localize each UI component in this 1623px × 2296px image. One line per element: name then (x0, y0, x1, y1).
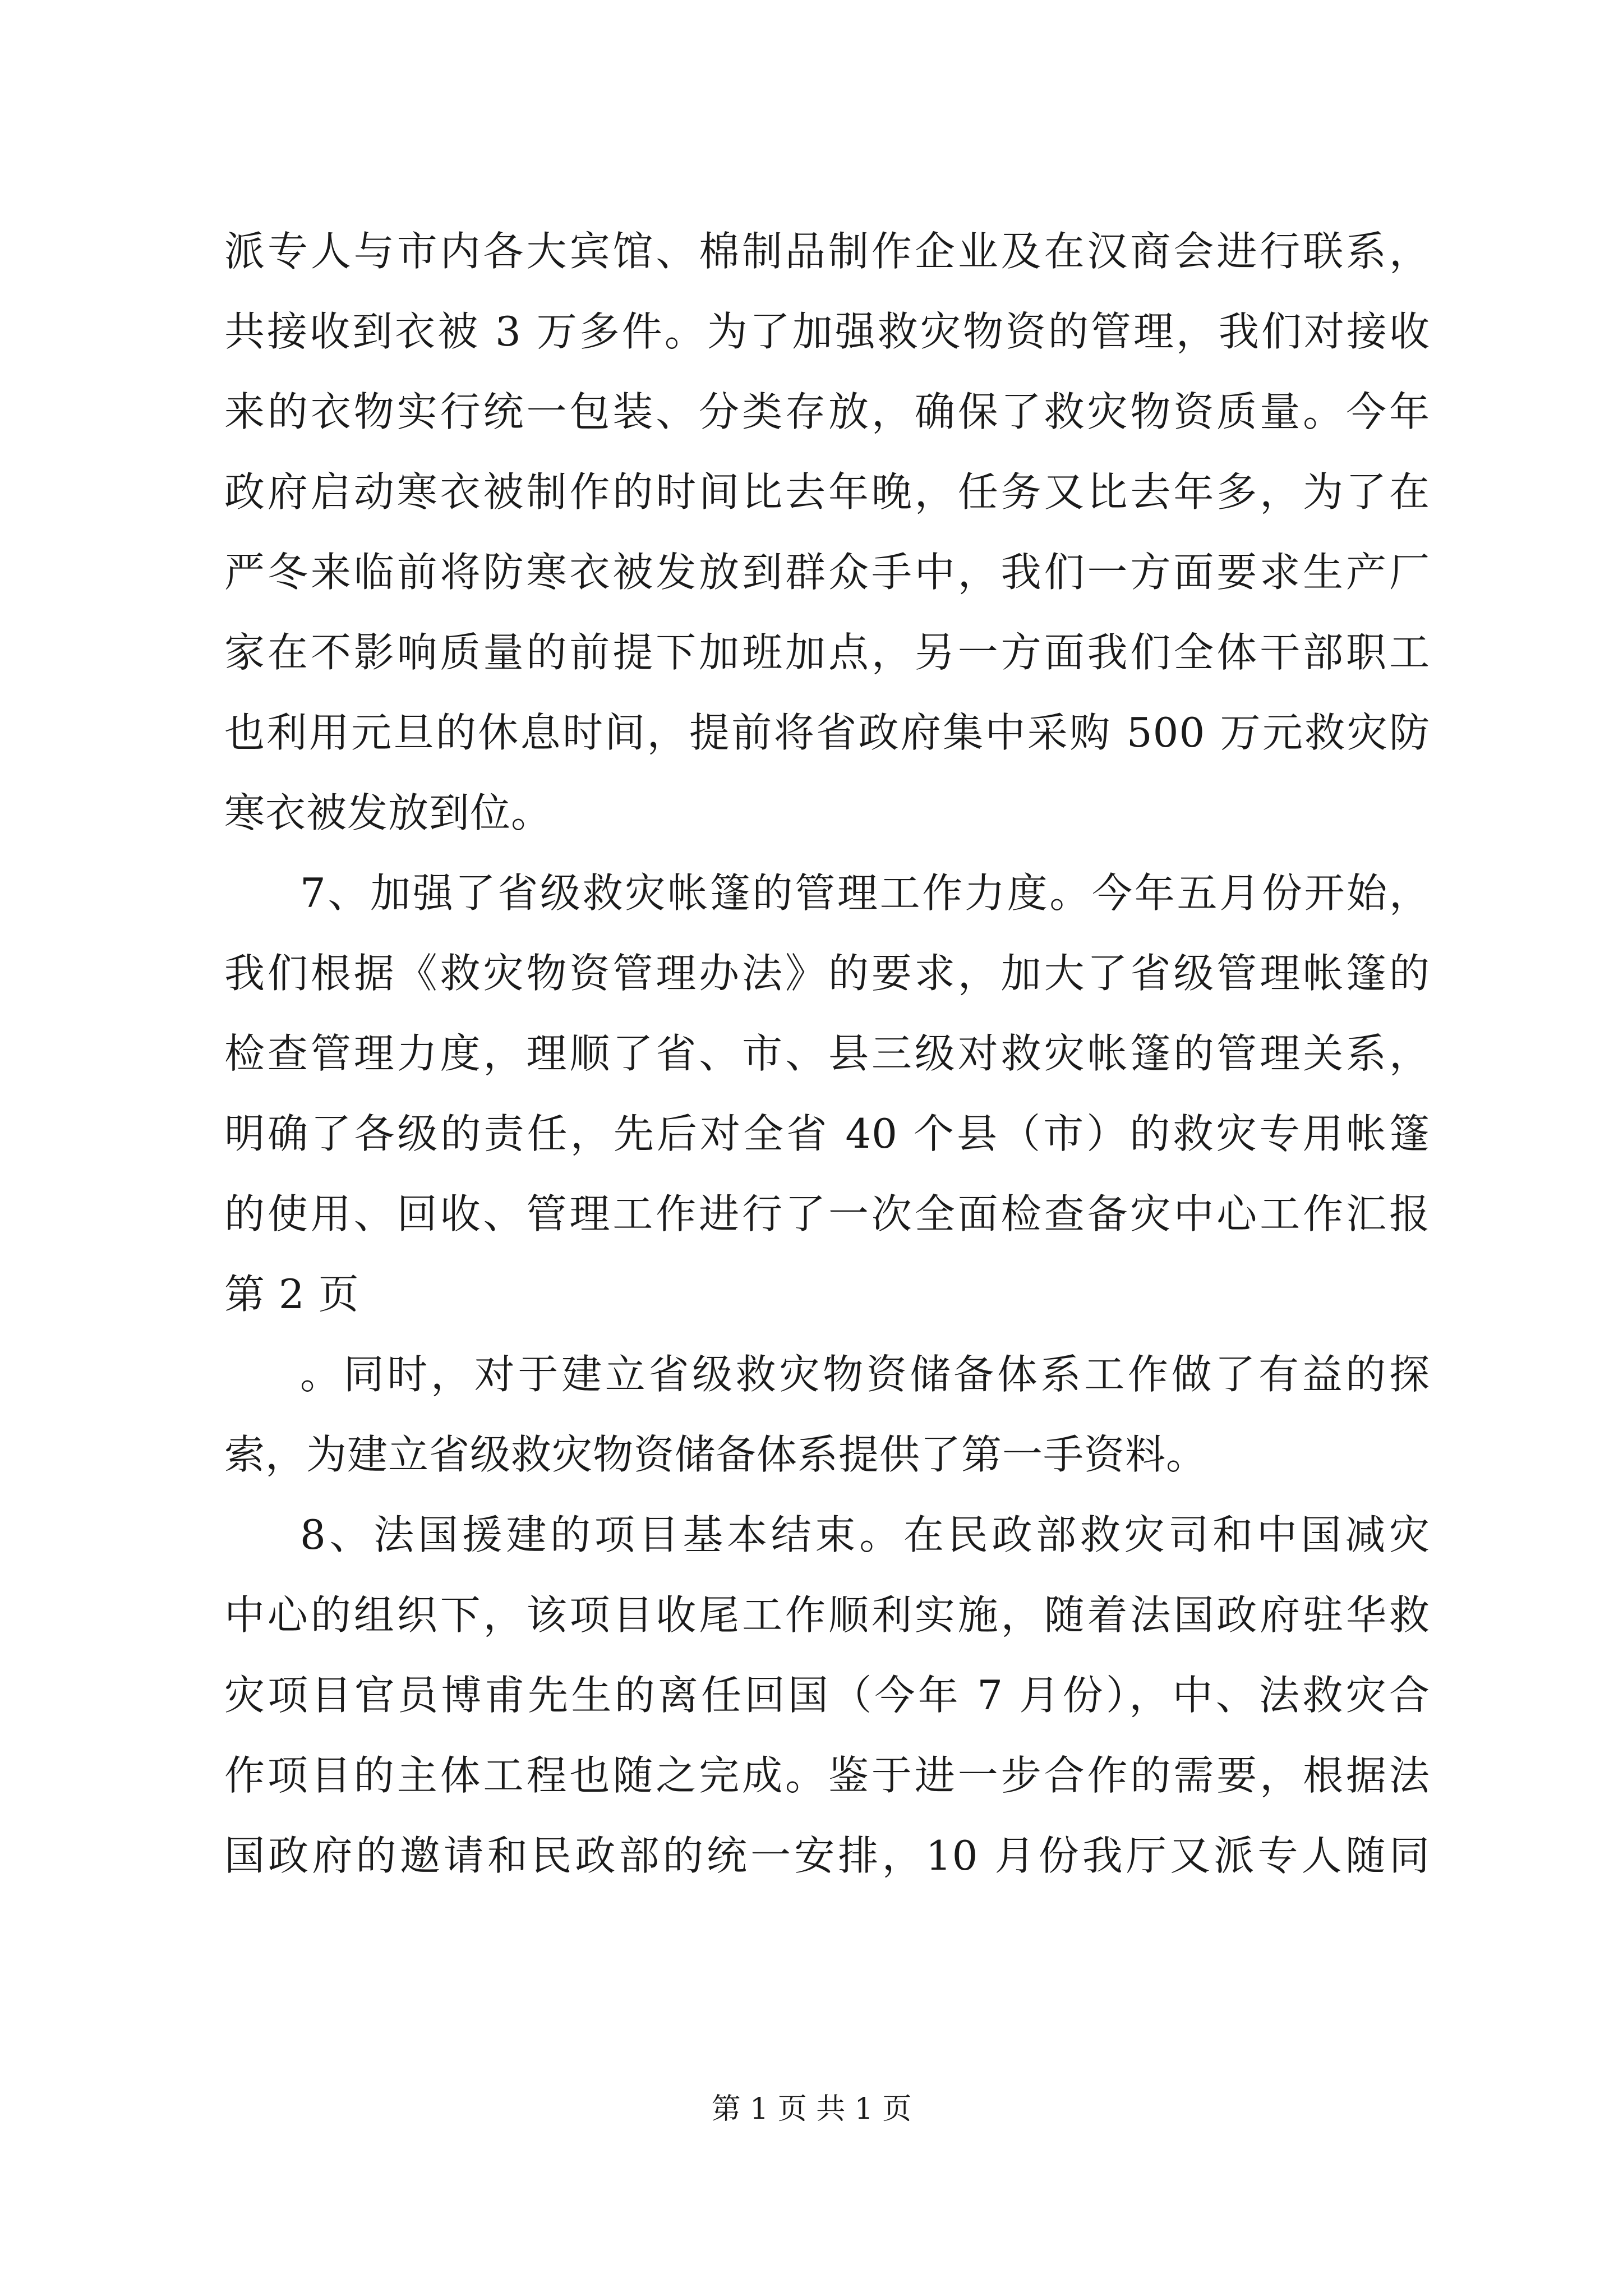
body-text-line: 寒衣被发放到位。 (224, 789, 552, 836)
body-text-line: 检查管理力度，理顺了省、市、县三级对救灾帐篷的管理关系， (224, 1030, 1430, 1077)
body-text-line: 索，为建立省级救灾物资储备体系提供了第一手资料。 (224, 1431, 1207, 1478)
body-text-line: 来的衣物实行统一包装、分类存放，确保了救灾物资质量。今年 (224, 388, 1430, 435)
body-text-line: 的使用、回收、管理工作进行了一次全面检查备灾中心工作汇报 (224, 1190, 1430, 1237)
body-text-line: 严冬来临前将防寒衣被发放到群众手中，我们一方面要求生产厂 (224, 549, 1430, 596)
body-text-line: 我们根据《救灾物资管理办法》的要求，加大了省级管理帐篷的 (224, 950, 1430, 997)
body-text-line: 也利用元旦的休息时间，提前将省政府集中采购 500 万元救灾防 (224, 709, 1430, 756)
paragraph-first-line: 8、法国援建的项目基本结束。在民政部救灾司和中国减灾 (300, 1511, 1430, 1558)
body-text-line: 国政府的邀请和民政部的统一安排，10 月份我厅又派专人随同 (224, 1832, 1430, 1879)
paragraph-first-line: 7、加强了省级救灾帐篷的管理工作力度。今年五月份开始， (300, 869, 1430, 917)
body-text-line: 政府启动寒衣被制作的时间比去年晚，任务又比去年多，为了在 (224, 468, 1430, 516)
page-footer: 第 1 页 共 1 页 (711, 2092, 912, 2126)
body-text-line: 家在不影响质量的前提下加班加点，另一方面我们全体干部职工 (224, 629, 1430, 676)
body-text-line: 作项目的主体工程也随之完成。鉴于进一步合作的需要，根据法 (224, 1752, 1430, 1799)
body-text-line: 中心的组织下，该项目收尾工作顺利实施，随着法国政府驻华救 (224, 1591, 1430, 1639)
body-text-line: 明确了各级的责任，先后对全省 40 个县（市）的救灾专用帐篷 (224, 1110, 1430, 1157)
body-text-line: 派专人与市内各大宾馆、棉制品制作企业及在汉商会进行联系， (224, 228, 1430, 275)
body-text-line: 灾项目官员博甫先生的离任回国（今年 7 月份），中、法救灾合 (224, 1672, 1430, 1719)
body-text-line: 共接收到衣被 3 万多件。为了加强救灾物资的管理，我们对接收 (224, 308, 1430, 355)
inline-page-marker: 第 2 页 (224, 1271, 359, 1318)
paragraph-first-line: 。同时，对于建立省级救灾物资储备体系工作做了有益的探 (300, 1351, 1430, 1398)
